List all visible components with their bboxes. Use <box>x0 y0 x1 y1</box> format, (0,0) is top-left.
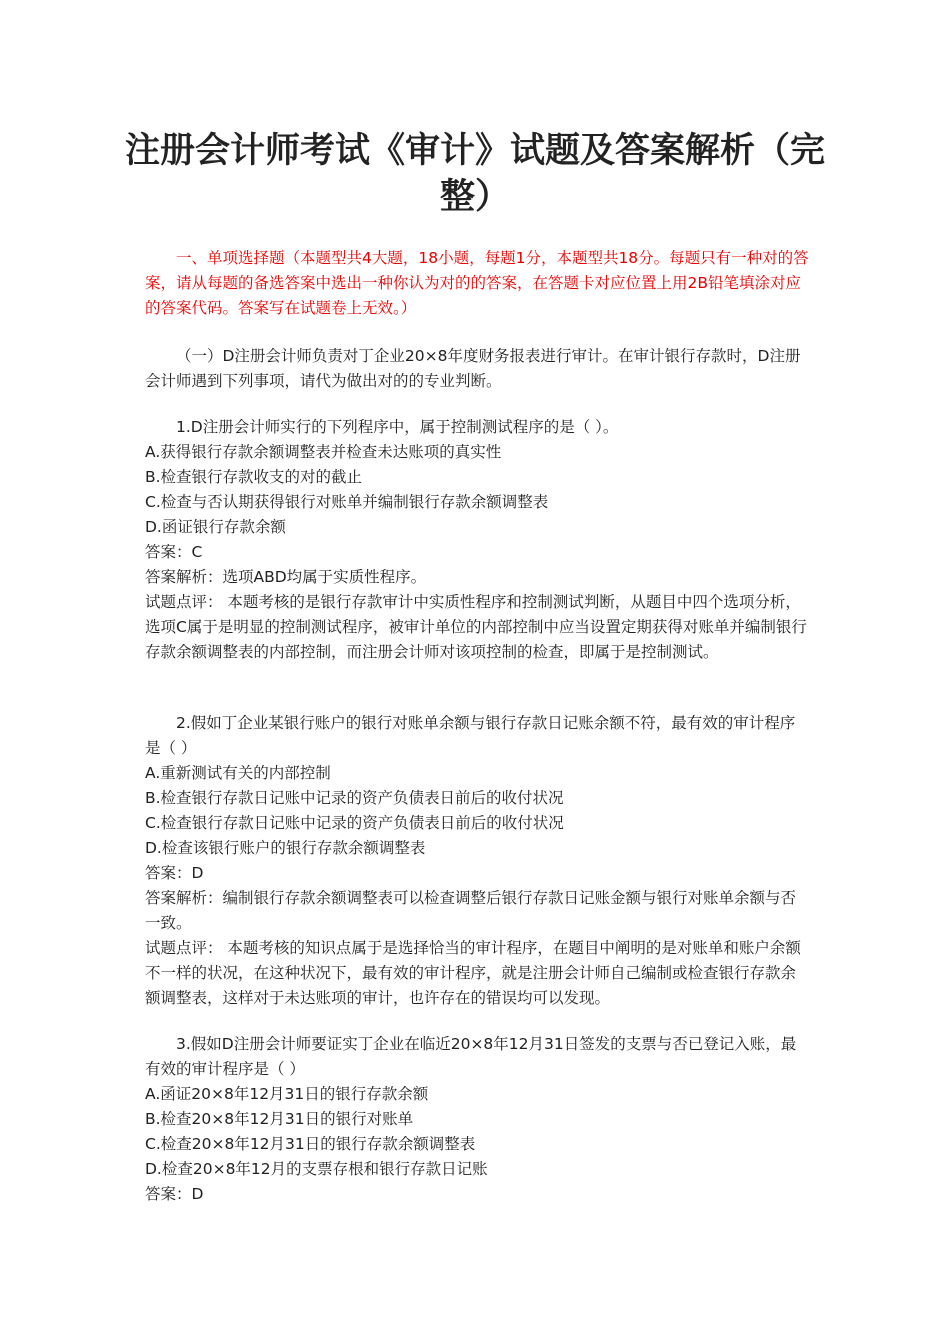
answer: 答案：D <box>145 1185 204 1203</box>
question-stem: 1.D注册会计师实行的下列程序中，属于控制测试程序的是（ ）。 <box>176 418 619 436</box>
option-a: A.函证20×8年12月31日的银行存款余额 <box>145 1085 429 1103</box>
question-1 <box>145 415 810 665</box>
question-2 <box>145 711 810 1011</box>
option-c: C.检查20×8年12月31日的银行存款余额调整表 <box>145 1135 476 1153</box>
option-b: B.检查20×8年12月31日的银行对账单 <box>145 1110 414 1128</box>
answer-analysis: 答案解析：选项ABD均属于实质性程序。 <box>145 568 427 586</box>
question-stem: 3.假如D注册会计师要证实丁企业在临近20×8年12月31日签发的支票与否已登记入账，最有效的审计程序是（ ） <box>145 1035 797 1078</box>
question-3 <box>145 1032 810 1207</box>
question-stem: 2.假如丁企业某银行账户的银行对账单余额与银行存款日记账余额不符，最有效的审计程序是（ ） <box>145 714 796 757</box>
answer-analysis: 答案解析：编制银行存款余额调整表可以检查调整后银行存款日记账金额与银行对账单余额与否一致。 <box>145 889 797 932</box>
option-a: A.获得银行存款余额调整表并检查未达账项的真实性 <box>145 443 502 461</box>
section-heading: 一、单项选择题（本题型共4大题，18小题，每题1分，本题型共18分。每题只有一种对的答案，请从每题的备选答案中选出一种你认为对的的答案，在答题卡对应位置上用2B铅笔填涂对应的答案代码。答案写在试题卷上无效。） <box>145 249 809 317</box>
page-title: 注册会计师考试《审计》试题及答案解析（完整） <box>124 131 825 217</box>
answer: 答案：C <box>145 543 203 561</box>
question-comment: 试题点评： 本题考核的知识点属于是选择恰当的审计程序，在题目中阐明的是对账单和账户余额不一样的状况，在这种状况下，最有效的审计程序，就是注册会计师自己编制或检查银行存款余额调整表，这样对于未达账项的审计，也许存在的错误均可以发现。 <box>145 939 801 1007</box>
option-d: D.检查20×8年12月的支票存根和银行存款日记账 <box>145 1160 488 1178</box>
question-comment: 试题点评： 本题考核的是银行存款审计中实质性程序和控制测试判断，从题目中四个选项分析，选项C属于是明显的控制测试程序，被审计单位的内部控制中应当设置定期获得对账单并编制银行存款余额调整表的内部控制，而注册会计师对该项控制的检查，即属于是控制测试。 <box>145 593 807 661</box>
option-c: C.检查与否认期获得银行对账单并编制银行存款余额调整表 <box>145 493 549 511</box>
answer: 答案：D <box>145 864 204 882</box>
option-b: B.检查银行存款日记账中记录的资产负债表日前后的收付状况 <box>145 789 564 807</box>
option-d: D.函证银行存款余额 <box>145 518 286 536</box>
option-a: A.重新测试有关的内部控制 <box>145 764 331 782</box>
case-intro: （一）D注册会计师负责对丁企业20×8年度财务报表进行审计。在审计银行存款时，D注册会计师遇到下列事项，请代为做出对的的专业判断。 <box>145 347 801 390</box>
option-c: C.检查银行存款日记账中记录的资产负债表日前后的收付状况 <box>145 814 564 832</box>
option-d: D.检查该银行账户的银行存款余额调整表 <box>145 839 426 857</box>
option-b: B.检查银行存款收支的对的截止 <box>145 468 363 486</box>
